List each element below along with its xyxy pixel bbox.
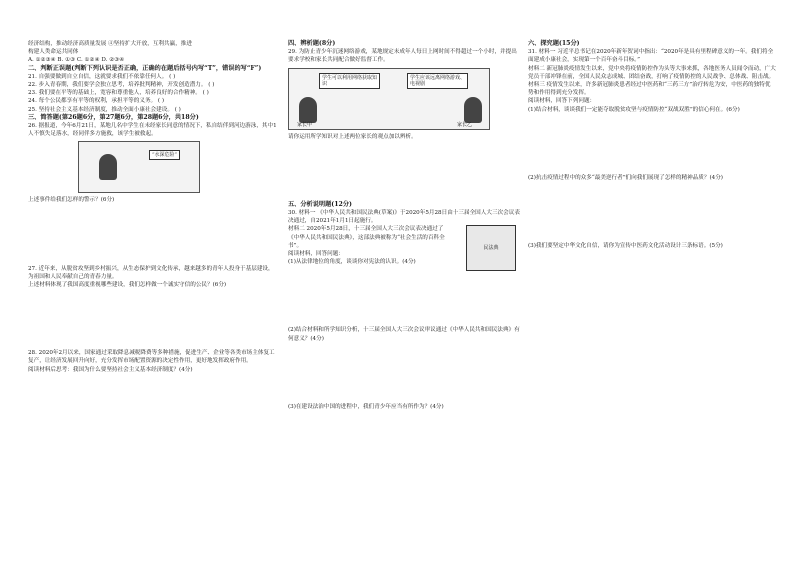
text-line: 经济结构，推动经济高质量发展 ④坚持扩大开放，互利共赢，推进 [28,41,192,47]
read-material: 阅读材料，回答下列问题： [528,98,596,105]
answer-space [288,266,520,326]
answer-space [288,343,520,403]
q26-illustration [78,141,200,193]
read-material: 阅读材料，回答问题： [288,251,344,258]
answer-space [288,141,520,201]
speech-bubble-left: 学生可以利用网络获取知识 [319,73,380,89]
section-title-judge: 二、判断正误题(判断下列认识是否正确，正确的在题后括号内写“T”，错误的写“F”) [28,64,262,72]
person-label: 家长乙 [457,121,473,128]
question-31-material-3: 材料三 疫情发生以来，许多新冠肺炎患者经过中医药和“三药三方”治疗转危为安，中医药的独特优势和作用得到充分发挥。 [528,82,771,97]
section-title-inquiry: 六、探究题(15分) [528,40,580,47]
person-icon [299,97,317,123]
question-28-ask: 阅读材料后思考：我国为什么要坚持社会主义基本经济制度？(4分) [28,366,193,373]
question-30-1: (1)从法律地位的角度，谈谈你对宪法的认识。(4分) [288,259,416,266]
answer-space [28,289,278,349]
question-31-material-2: 材料二 新冠肺炎疫情发生以来，党中央将疫情防控作为头等大事来抓，各地医务人员闻令而动，广大党员干部冲锋在前，全国人民众志成城、团结奋战，打响了疫情防控的人民战争、总体战、阻击战。 [528,65,776,80]
person-figure [99,154,117,180]
q29-cartoon [288,68,490,130]
speech-bubble-right: 学生应该远离网络游戏、电视剧 [407,73,468,89]
section-title-short: 三、简答题(第26题6分，第27题6分，第28题6分，共18分) [28,113,199,121]
question-29-ask: 请你运用所学知识对上述两位家长的观点加以辨析。 [288,133,417,140]
question-31-3: (3)我们要坚定中华文化自信，请你为宣传中医药文化活动设计三条标语。(5分) [528,243,723,250]
answer-space [528,182,776,242]
question-26-ask: 上述事件给我们怎样的警示？(6分) [28,197,115,204]
question-27-ask: 上述材料体现了我国高度重视哪些建设，我们怎样做一个诚实守信的公民？(6分) [28,282,227,289]
person-label: 家长甲 [297,121,313,128]
question-29: 29. 为防止青少年沉迷网络游戏，某地规定未成年人每日上网时间不得超过一个小时，并提出要求学校和家长共同配合做好监督工作。 [288,49,517,64]
section-title-analysis: 四、辨析题(8分) [288,40,336,47]
question-26: 26. 据报道，今年6月21日，某地几名中学生在未经家长同意的情况下，私自结伴到河边游泳，其中1人不慎失足落水，经同伴多方施救，该学生被救起。 [28,123,277,138]
judge-item: 25. 坚持社会主义基本经济制度，推动全面小康社会建设。 ( ) [28,106,181,113]
question-30-material-2: 材料二 2020年5月28日，十三届全国人大三次会议表决通过了《中华人民共和国民法典》，这部法典被称为“社会生活的百科全书”。 [288,226,445,249]
civil-code-book: 民法典 [466,225,516,271]
person-icon [464,97,482,123]
column-left [28,0,278,561]
question-28: 28. 2020年2月以来，国家通过采取降息减税降费等多种措施，促进生产、企业等各类市场主体复工复产，让经济发展回升向好，充分发挥市场配置资源的决定性作用，更好地发挥政府作用。 [28,350,275,365]
column-right [528,0,776,561]
judge-item: 24. 每个公民都享有平等的权利，承担平等的义务。 ( ) [28,98,165,105]
q30-material [288,225,520,250]
question-31: 31. 材料一 习近平总书记在2020年新年贺词中指出：“2020年是具有里程碑意义的一年。我们将全面建成小康社会，实现第一个百年奋斗目标。” [528,49,774,64]
judge-item: 22. 步入青春期，我们要学会独立思考，培养批判精神，开发创造潜力。 ( ) [28,82,215,89]
options-line: A. ①②③④ B. ①③ C. ①②④ D. ②③④ [28,57,125,64]
column-middle [288,0,520,561]
question-30-2: (2)结合材料和所学知识分析，十三届全国人大三次会议审议通过《中华人民共和国民法典》有何意义？(4分) [288,327,520,342]
question-31-1: (1)结合材料，谈谈我们一定能夺取脱贫攻坚与疫情防控“双战双胜”的信心何在。(6分) [528,106,740,113]
judge-item: 23. 我们要在平等的基础上，宽容和尊重他人，培养良好的合作精神。 ( ) [28,90,209,97]
question-31-2: (2)抗击疫情过程中的众多“最美逆行者”们向我们展现了怎样的精神品质？(4分) [528,174,723,181]
question-27: 27. 近年来，从脱贫攻坚到乡村振兴，从生态保护到文化传承，越来越多的青年人投身于基层建设，为祖国和人民奉献自己的青春力量。 [28,265,274,280]
judge-item: 21. 自强要做到自立自信，这就要求我们不依靠任何人。 ( ) [28,73,176,80]
question-30: 30. 材料一 《中华人民共和国民法典(草案)》于2020年5月28日由十三届全国人大三次会议表决通过，自2021年1月1日起施行。 [288,210,520,225]
answer-space [28,205,278,265]
section-title-explain: 五、分析说明题(12分) [288,200,352,208]
answer-space [528,114,776,174]
question-30-3: (3)在建设法治中国的进程中，我们青少年应当有所作为？(4分) [288,403,444,410]
warning-sign: “水深危险” [149,150,180,160]
text-line: 构建人类命运共同体 [28,49,79,56]
